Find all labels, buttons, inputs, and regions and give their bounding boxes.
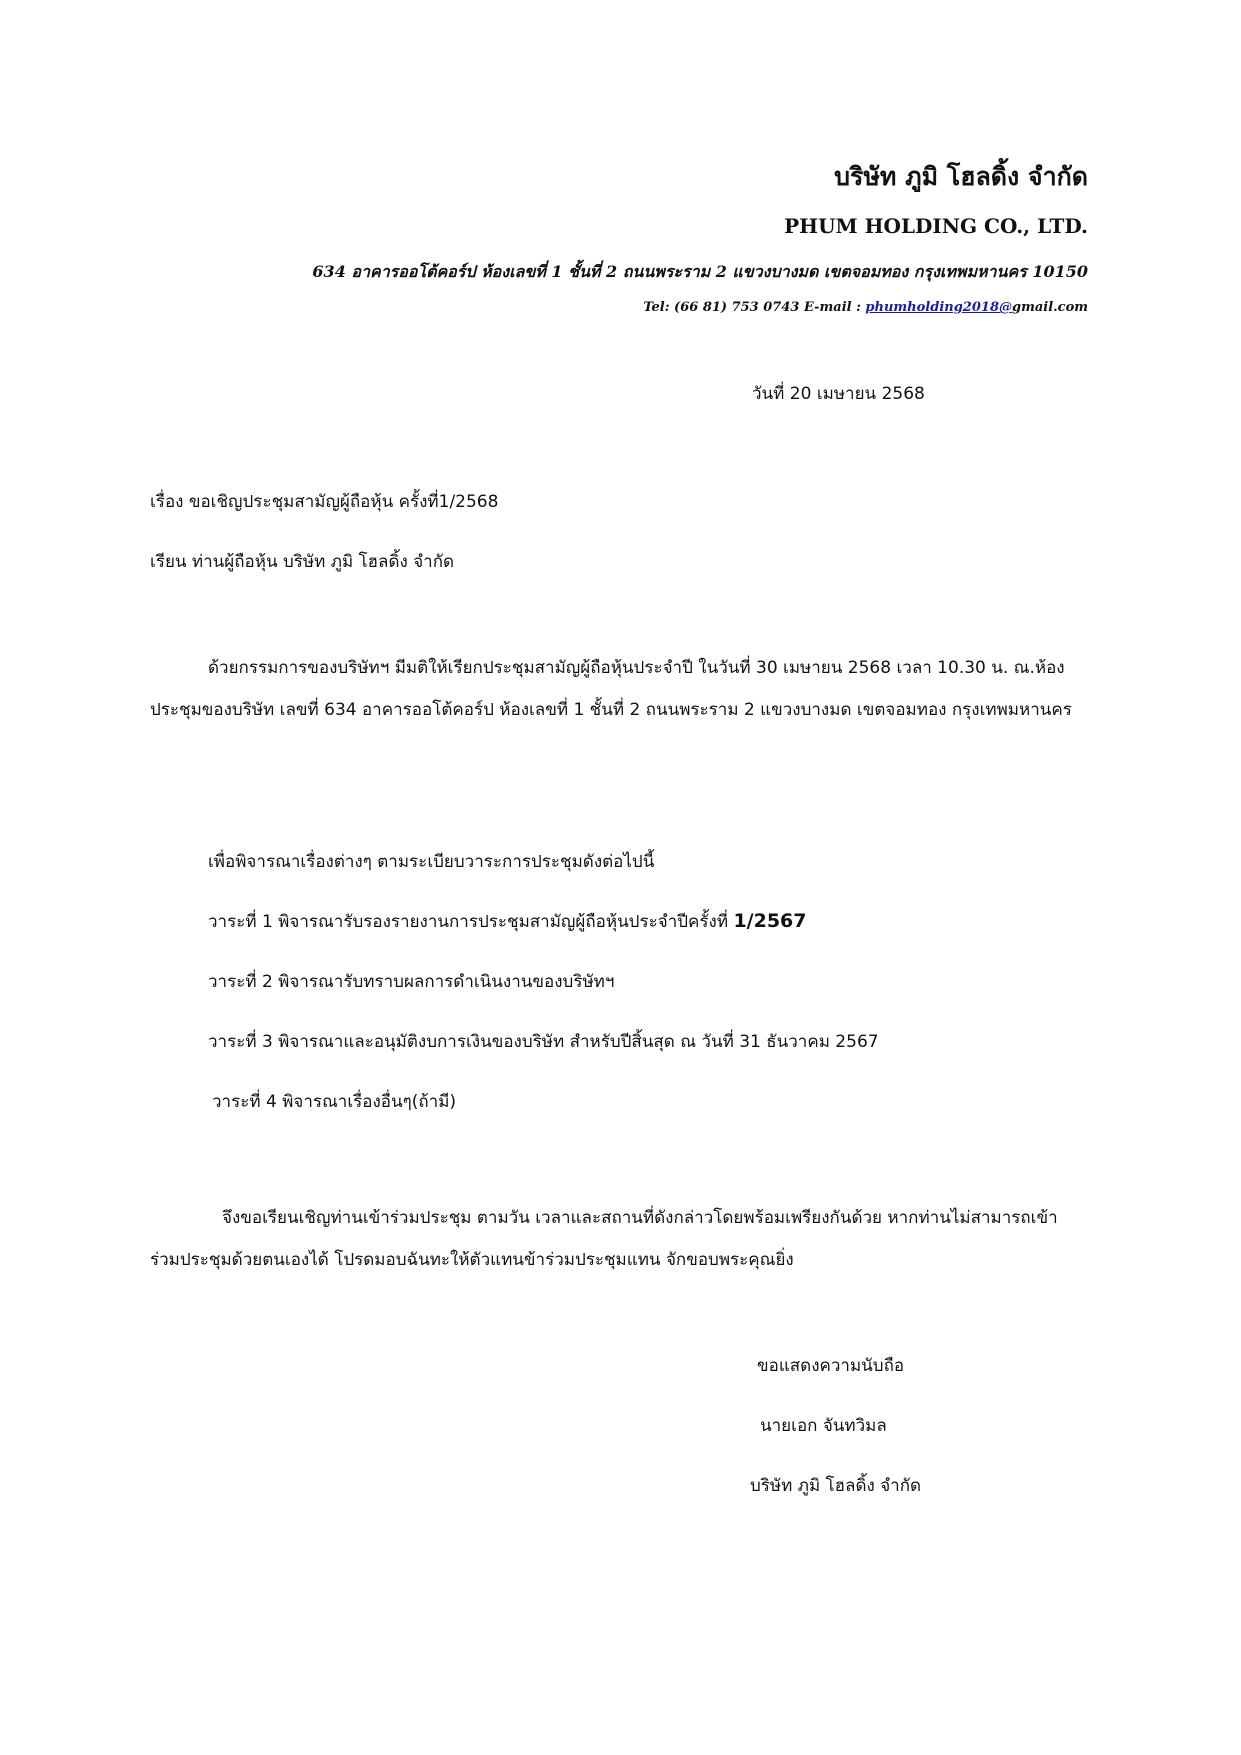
agenda-item-2 [208, 968, 614, 995]
signer-name: นายเอก จันทวิมล [760, 1416, 887, 1436]
agenda-item-text: วาระที่ 2 พิจารณารับทราบผลการดำเนินงานของบริษัทฯ [208, 972, 615, 992]
agenda-intro: เพื่อพิจารณาเรื่องต่างๆ ตามระเบียบวาระการประชุมดังต่อไปนี้ [208, 852, 655, 872]
closing-salutation: ขอแสดงความนับถือ [757, 1356, 905, 1376]
company-name-thai: บริษัท ภูมิ โฮลดิ้ง จำกัด [834, 162, 1088, 191]
agenda-item-1 [208, 908, 807, 935]
agenda-item-text: วาระที่ 1 พิจารณารับรองรายงานการประชุมสามัญผู้ถือหุ้นประจำปีครั้งที่ [208, 912, 734, 932]
agenda-item-text: วาระที่ 3 พิจารณาและอนุมัติงบการเงินของบริษัท สำหรับปีสิ้นสุด ณ วันที่ 31 ธันวาคม 2567 [208, 1032, 879, 1052]
agenda-item-meeting-number: 1/2567 [733, 910, 807, 932]
email-link[interactable]: phumholding2018@ [865, 300, 1012, 315]
agenda-item-4 [212, 1088, 456, 1115]
agenda-item-text: วาระที่ 4 พิจารณาเรื่องอื่นๆ(ถ้ามี) [212, 1092, 457, 1112]
body-paragraph-2: จึงขอเรียนเชิญท่านเข้าร่วมประชุม ตามวัน เวลาและสถานที่ดังกล่าวโดยพร้อมเพรียงกันด้วย หากท่านไม่สามารถเข้าร่วมประชุมด้วยตนเองได้ โปรดมอบฉันทะให้ตัวแทนข้าร่วมประชุมแทน จักขอบพระคุณยิ่ง [150, 1208, 1058, 1270]
letter-recipient: เรียน ท่านผู้ถือหุ้น บริษัท ภูมิ โฮลดิ้ง จำกัด [150, 552, 455, 572]
letter-subject: เรื่อง ขอเชิญประชุมสามัญผู้ถือหุ้น ครั้งที่1/2568 [150, 492, 499, 512]
signer-company: บริษัท ภูมิ โฮลดิ้ง จำกัด [750, 1476, 922, 1496]
company-name-english: PHUM HOLDING CO., LTD. [784, 214, 1088, 238]
letter-date: วันที่ 20 เมษายน 2568 [752, 384, 925, 404]
company-address: 634 อาคารออโต้คอร์ป ห้องเลขที่ 1 ชั้นที่ 2 ถนนพระราม 2 แขวงบางมด เขตจอมทอง กรุงเทพมหานคร 10150 [312, 262, 1088, 281]
contact-tel: Tel: (66 81) 753 0743 E-mail : [643, 300, 866, 315]
email-domain: gmail.com [1011, 300, 1088, 315]
company-contact [643, 300, 1088, 315]
agenda-item-3 [208, 1028, 879, 1055]
body-paragraph-1: ด้วยกรรมการของบริษัทฯ มีมติให้เรียกประชุมสามัญผู้ถือหุ้นประจำปี ในวันที่ 30 เมษายน 2568 เวลา 10.30 น. ณ.ห้องประชุมของบริษัท เลขที่ 634 อาคารออโต้คอร์ป ห้องเลขที่ 1 ชั้นที่ 2 ถนนพระราม 2 แขวงบางมด เขตจอมทอง กรุงเทพมหานคร [150, 658, 1072, 720]
